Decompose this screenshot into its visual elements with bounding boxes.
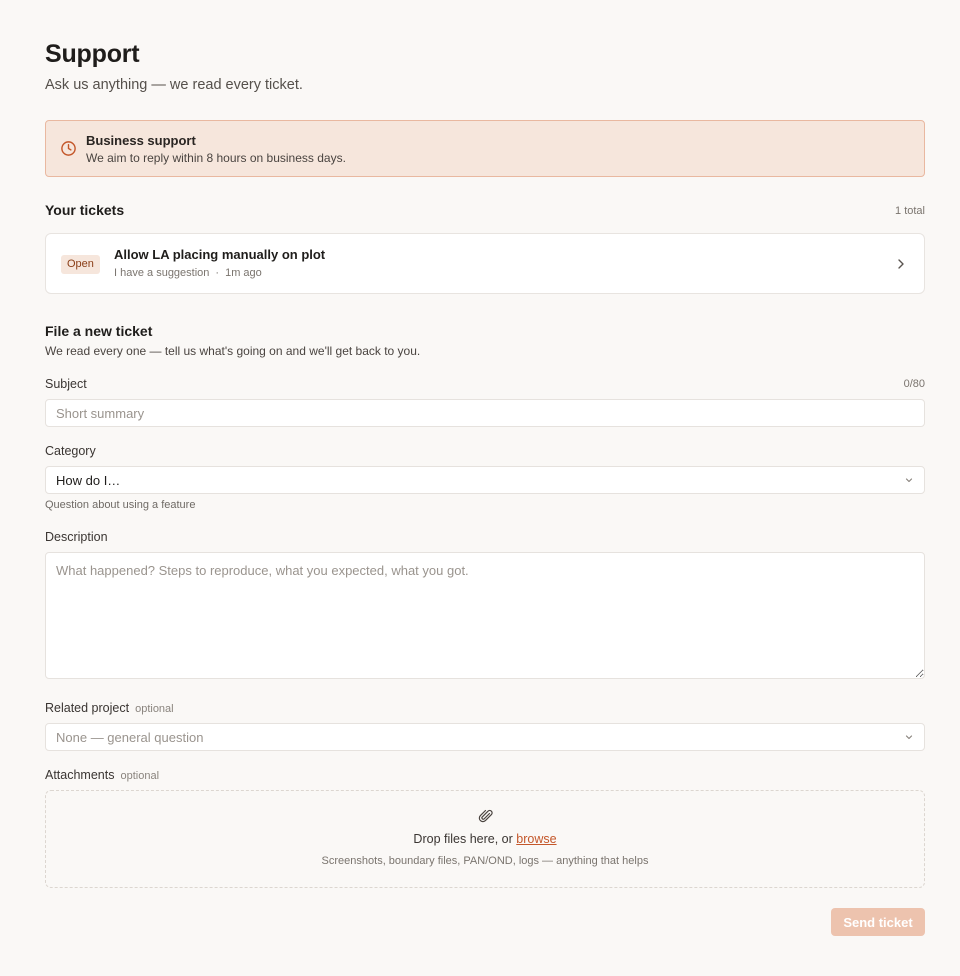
status-badge: Open [61,255,100,274]
project-optional-tag: optional [135,703,174,715]
category-label: Category [45,444,96,458]
dropzone-hint: Screenshots, boundary files, PAN/OND, logs — anything that helps [321,855,649,867]
clock-icon [60,140,77,157]
send-ticket-button[interactable]: Send ticket [831,908,925,936]
dropzone-text [46,832,924,846]
subject-char-counter: 0/80 [903,378,925,390]
tickets-count: 1 total [895,205,925,217]
ticket-title: Allow LA placing manually on plot [114,247,326,262]
notice-title: Business support [86,133,196,148]
notice-text: We aim to reply within 8 hours on business days. [86,151,346,165]
category-select[interactable] [45,466,925,494]
project-label [45,701,174,715]
page-subtitle: Ask us anything — we read every ticket. [45,77,303,93]
ticket-category: I have a suggestion [114,267,210,279]
tickets-heading: Your tickets [45,202,125,218]
attachments-optional-tag: optional [120,770,160,782]
browse-link[interactable]: browse [516,832,557,846]
category-selected-value: How do I… [56,472,121,488]
attachments-dropzone[interactable] [45,790,925,888]
subject-label: Subject [45,377,87,391]
attachments-label-text: Attachments [45,768,115,782]
project-select[interactable] [45,723,925,751]
description-label: Description [45,530,108,544]
attachments-label [45,768,159,782]
project-selected-value: None — general question [56,729,204,745]
ticket-row[interactable] [45,233,925,294]
category-hint: Question about using a feature [45,499,196,511]
project-label-text: Related project [45,701,130,715]
page-title: Support [45,40,140,68]
description-textarea[interactable] [45,552,925,679]
chevron-down-icon [904,732,914,742]
subject-input[interactable] [45,399,925,427]
chevron-right-icon [894,256,908,272]
ticket-time: 1m ago [225,267,262,279]
new-ticket-subheading: We read every one — tell us what's going on and we'll get back to you. [45,344,421,358]
ticket-meta [114,267,262,279]
chevron-down-icon [904,475,914,485]
dropzone-drop-text: Drop files here, or [413,832,513,846]
paperclip-icon [478,808,494,824]
business-support-notice [45,120,925,177]
new-ticket-heading: File a new ticket [45,323,153,339]
meta-separator: · [215,267,220,279]
